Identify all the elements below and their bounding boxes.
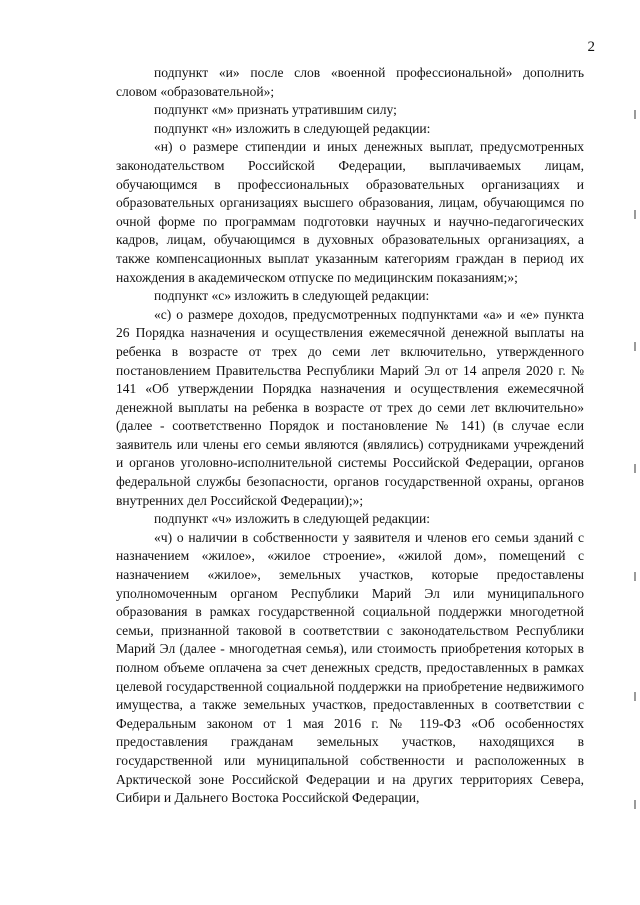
paragraph-subitem-ch-intro: подпункт «ч» изложить в следующей редакции: [154, 511, 431, 527]
scan-margin-mark [634, 464, 636, 473]
paragraph-subitem-s-intro: подпункт «с» изложить в следующей редакции: [154, 288, 430, 304]
paragraph-subitem-m: подпункт «м» признать утратившим силу; [154, 102, 397, 118]
paragraph-subitem-s-text: «с) о размере доходов, предусмотренных подпунктами «а» и «е» пункта 26 Порядка назначения и осуществления ежемесячной денежной выплаты на ребенка в возрасте от трех до семи лет включительно, утвержденного постановлением Правительства Республики Марий Эл от 14 апреля 2020 г. № 141 «Об утверждении Порядка назначения и осуществления ежемесячной денежной выплаты на ребенка в возрасте от трех до семи лет включительно» (далее - соответственно Порядок и постановление № 141) (в случае если заявитель или члены его семьи являются (являлись) сотрудниками учреждений и органов уголовно-исполнительной системы Российской Федерации, органов федеральной службы безопасности, органов государственной охраны, органов внутренних дел Российской Федерации);»; [116, 306, 584, 508]
scan-margin-mark [634, 800, 636, 809]
scan-margin-mark [634, 342, 636, 351]
document-body [116, 64, 584, 808]
scan-margin-mark [634, 110, 636, 119]
paragraph-subitem-n-text: «н) о размере стипендии и иных денежных выплат, предусмотренных законодательством Российской Федерации, выплачиваемых лицам, обучающимся в профессиональных образовательных организациях и образовательных организациях высшего образования, лицам, обучающимся по очной форме по программам подготовки научных и научно-педагогических кадров, лицам, обучающимся в духовных образовательных организациях, а также компенсационных выплат указанным категориям граждан в период их нахождения в академическом отпуске по медицинским показаниям;»; [116, 139, 584, 285]
paragraph-subitem-n-intro: подпункт «н» изложить в следующей редакции: [154, 120, 431, 136]
paragraph-subitem-ch-text: «ч) о наличии в собственности у заявителя и членов его семьи зданий с назначением «жилое», «жилое строение», «жилой дом», помещений с назначением «жилое», земельных участков, которые предоставлены уполномоченным органом Республики Марий Эл или муниципального образования в рамках государственной социальной поддержки многодетной семьи, признанной таковой в соответствии с законодательством Республики Марий Эл (далее - многодетная семья), или стоимость приобретения которых в полном объеме оплачена за счет денежных средств, предоставленных в рамках целевой государственной социальной поддержки на приобретение недвижимого имущества, а также земельных участков, предоставленных в соответствии с Федеральным законом от 1 мая 2016 г. № 119-ФЗ «Об особенностях предоставления гражданам земельных участков, находящихся в государственной или муниципальной собственности и расположенных в Арктической зоне Российской Федерации и на других территориях Севера, Сибири и Дальнего Востока Российской Федерации, [116, 529, 584, 806]
scan-margin-mark [634, 210, 636, 219]
scan-margin-mark [634, 572, 636, 581]
scan-margin-mark [634, 692, 636, 701]
page-number: 2 [587, 39, 595, 55]
paragraph-subitem-i: подпункт «и» после слов «военной профессиональной» дополнить словом «образовательной»; [116, 65, 584, 99]
